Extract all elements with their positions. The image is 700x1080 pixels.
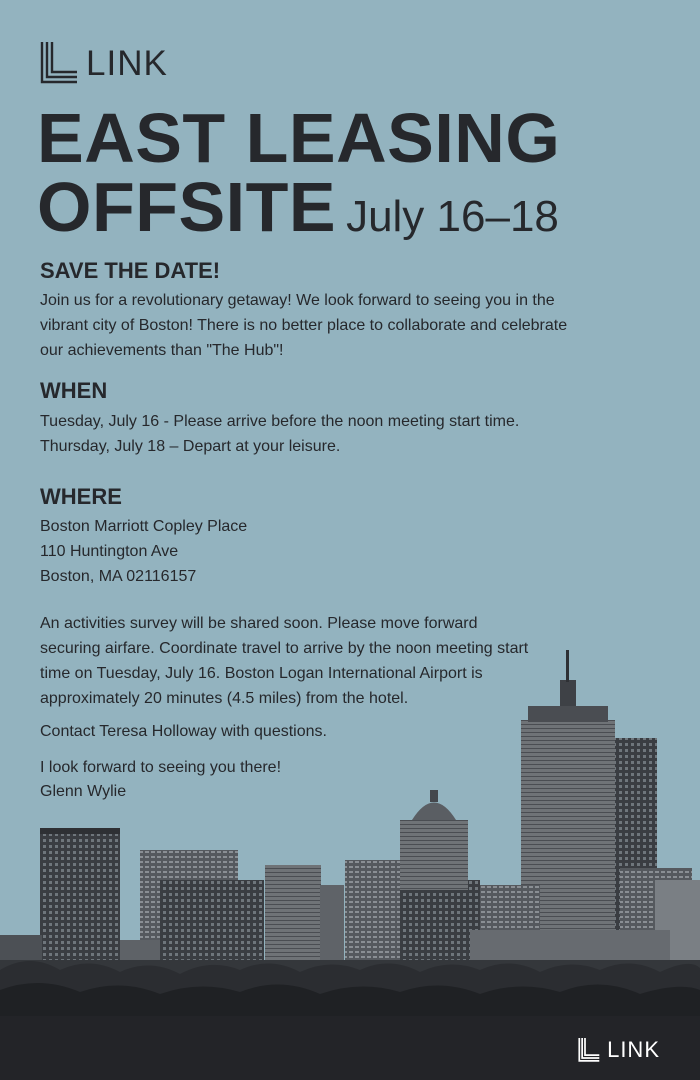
where-line-1: Boston Marriott Copley Place <box>40 518 248 535</box>
link-logo-icon <box>40 42 78 84</box>
event-date: July 16–18 <box>346 192 559 242</box>
save-the-date-title: SAVE THE DATE! <box>40 258 221 283</box>
boston-skyline-illustration <box>0 640 700 1016</box>
headline-offsite: OFFSITE <box>37 168 337 247</box>
where-line-2: 110 Huntington Ave <box>40 543 179 560</box>
headline-line-2 <box>37 168 560 247</box>
when-line-1: Tuesday, July 16 - Please arrive before the noon meeting start time. <box>40 413 520 430</box>
save-the-date-body: Join us for a revolutionary getaway! We look forward to seeing you in the vibrant city of Boston! There is no better place to collaborate and celebrate our achievements than "The Hub"! <box>40 292 568 359</box>
footer-logo <box>577 1038 660 1062</box>
link-logo-icon <box>577 1038 601 1062</box>
contact-line: Contact Teresa Holloway with questions. <box>40 723 327 740</box>
header-logo <box>40 42 168 84</box>
where-line-3: Boston, MA 02116157 <box>40 568 197 585</box>
event-headline <box>37 99 561 247</box>
activities-paragraph: An activities survey will be shared soon. Please move forward securing airfare. Coordinate travel to arrive by the noon meeting start time on Tuesday, July 16. Boston Logan International Airport is approximately 20 minutes (4.5 miles) from the hotel. <box>40 615 529 707</box>
when-title: WHEN <box>40 378 108 403</box>
closing-line: I look forward to seeing you there! <box>40 759 282 776</box>
when-line-2: Thursday, July 18 – Depart at your leisure. <box>40 438 341 455</box>
signature: Glenn Wylie <box>40 783 127 800</box>
footer-bar <box>0 1016 700 1080</box>
headline-line-1: EAST LEASING <box>37 99 561 177</box>
where-title: WHERE <box>40 484 122 509</box>
brand-name: LINK <box>86 43 168 83</box>
footer-brand-name: LINK <box>607 1037 660 1062</box>
